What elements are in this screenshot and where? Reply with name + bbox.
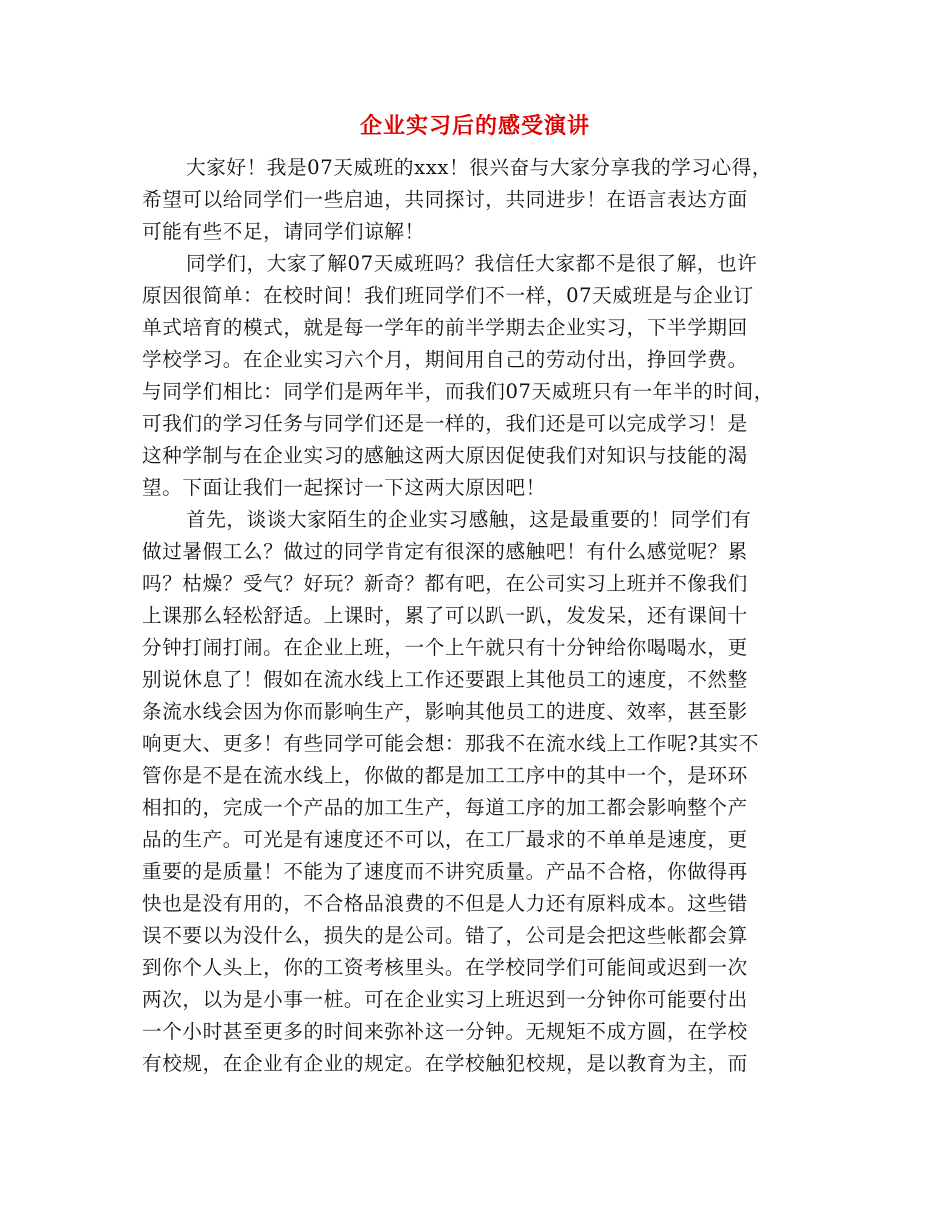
paragraph-line: 这种学制与在企业实习的感触这两大原因促使我们对知识与技能的渴	[142, 444, 748, 467]
paragraph-line: 吗？枯燥？受气？好玩？新奇？都有吧，在公司实习上班并不像我们	[142, 572, 748, 595]
paragraph-line: 条流水线会因为你而影响生产，影响其他员工的进度、效率，甚至影	[142, 700, 748, 723]
paragraph-line: 相扣的，完成一个产品的加工生产，每道工序的加工都会影响整个产	[142, 796, 748, 819]
paragraph-line: 重要的是质量！不能为了速度而不讲究质量。产品不合格，你做得再	[142, 860, 748, 883]
paragraph-line: 原因很简单：在校时间！我们班同学们不一样，07天威班是与企业订	[142, 284, 754, 307]
paragraph-line: 做过暑假工么？做过的同学肯定有很深的感触吧！有什么感觉呢？累	[142, 540, 748, 563]
paragraph-line: 别说休息了！假如在流水线上工作还要跟上其他员工的速度，不然整	[142, 668, 748, 691]
paragraph-line: 与同学们相比：同学们是两年半，而我们07天威班只有一年半的时间，	[142, 380, 774, 403]
paragraph-line: 快也是没有用的，不合格品浪费的不但是人力还有原料成本。这些错	[142, 892, 748, 915]
paragraph-line: 可能有些不足，请同学们谅解！	[142, 220, 425, 243]
paragraph-line: 大家好！我是07天威班的xxx！很兴奋与大家分享我的学习心得，	[186, 156, 773, 179]
paragraph-line: 有校规，在企业有企业的规定。在学校触犯校规，是以教育为主，而	[142, 1052, 748, 1075]
document-title: 企业实习后的感受演讲	[359, 113, 590, 139]
paragraph-line: 上课那么轻松舒适。上课时，累了可以趴一趴，发发呆，还有课间十	[142, 604, 748, 627]
paragraph-line: 到你个人头上，你的工资考核里头。在学校同学们可能间或迟到一次	[142, 956, 748, 979]
paragraph-line: 单式培育的模式，就是每一学年的前半学期去企业实习，下半学期回	[142, 316, 748, 339]
paragraph-line: 响更大、更多！有些同学可能会想：那我不在流水线上工作呢?其实不	[142, 732, 759, 755]
paragraph-line: 可我们的学习任务与同学们还是一样的，我们还是可以完成学习！是	[142, 412, 748, 435]
paragraph-line: 学校学习。在企业实习六个月，期间用自己的劳动付出，挣回学费。	[142, 348, 748, 371]
paragraph-line: 望。下面让我们一起探讨一下这两大原因吧！	[142, 476, 546, 499]
paragraph-line: 同学们，大家了解07天威班吗？我信任大家都不是很了解，也许	[186, 252, 758, 275]
paragraph-line: 希望可以给同学们一些启迪，共同探讨，共同进步！在语言表达方面	[142, 188, 748, 211]
paragraph-line: 首先，谈谈大家陌生的企业实习感触，这是最重要的！同学们有	[186, 508, 752, 531]
paragraph-line: 两次，以为是小事一桩。可在企业实习上班迟到一分钟你可能要付出	[142, 988, 748, 1011]
paragraph-line: 管你是不是在流水线上，你做的都是加工工序中的其中一个，是环环	[142, 764, 748, 787]
paragraph-line: 分钟打闹打闹。在企业上班，一个上午就只有十分钟给你喝喝水，更	[142, 636, 748, 659]
paragraph-line: 一个小时甚至更多的时间来弥补这一分钟。无规矩不成方圆，在学校	[142, 1020, 748, 1043]
paragraph-line: 误不要以为没什么，损失的是公司。错了，公司是会把这些帐都会算	[142, 924, 748, 947]
paragraph-line: 品的生产。可光是有速度还不可以，在工厂最求的不单单是速度，更	[142, 828, 748, 851]
